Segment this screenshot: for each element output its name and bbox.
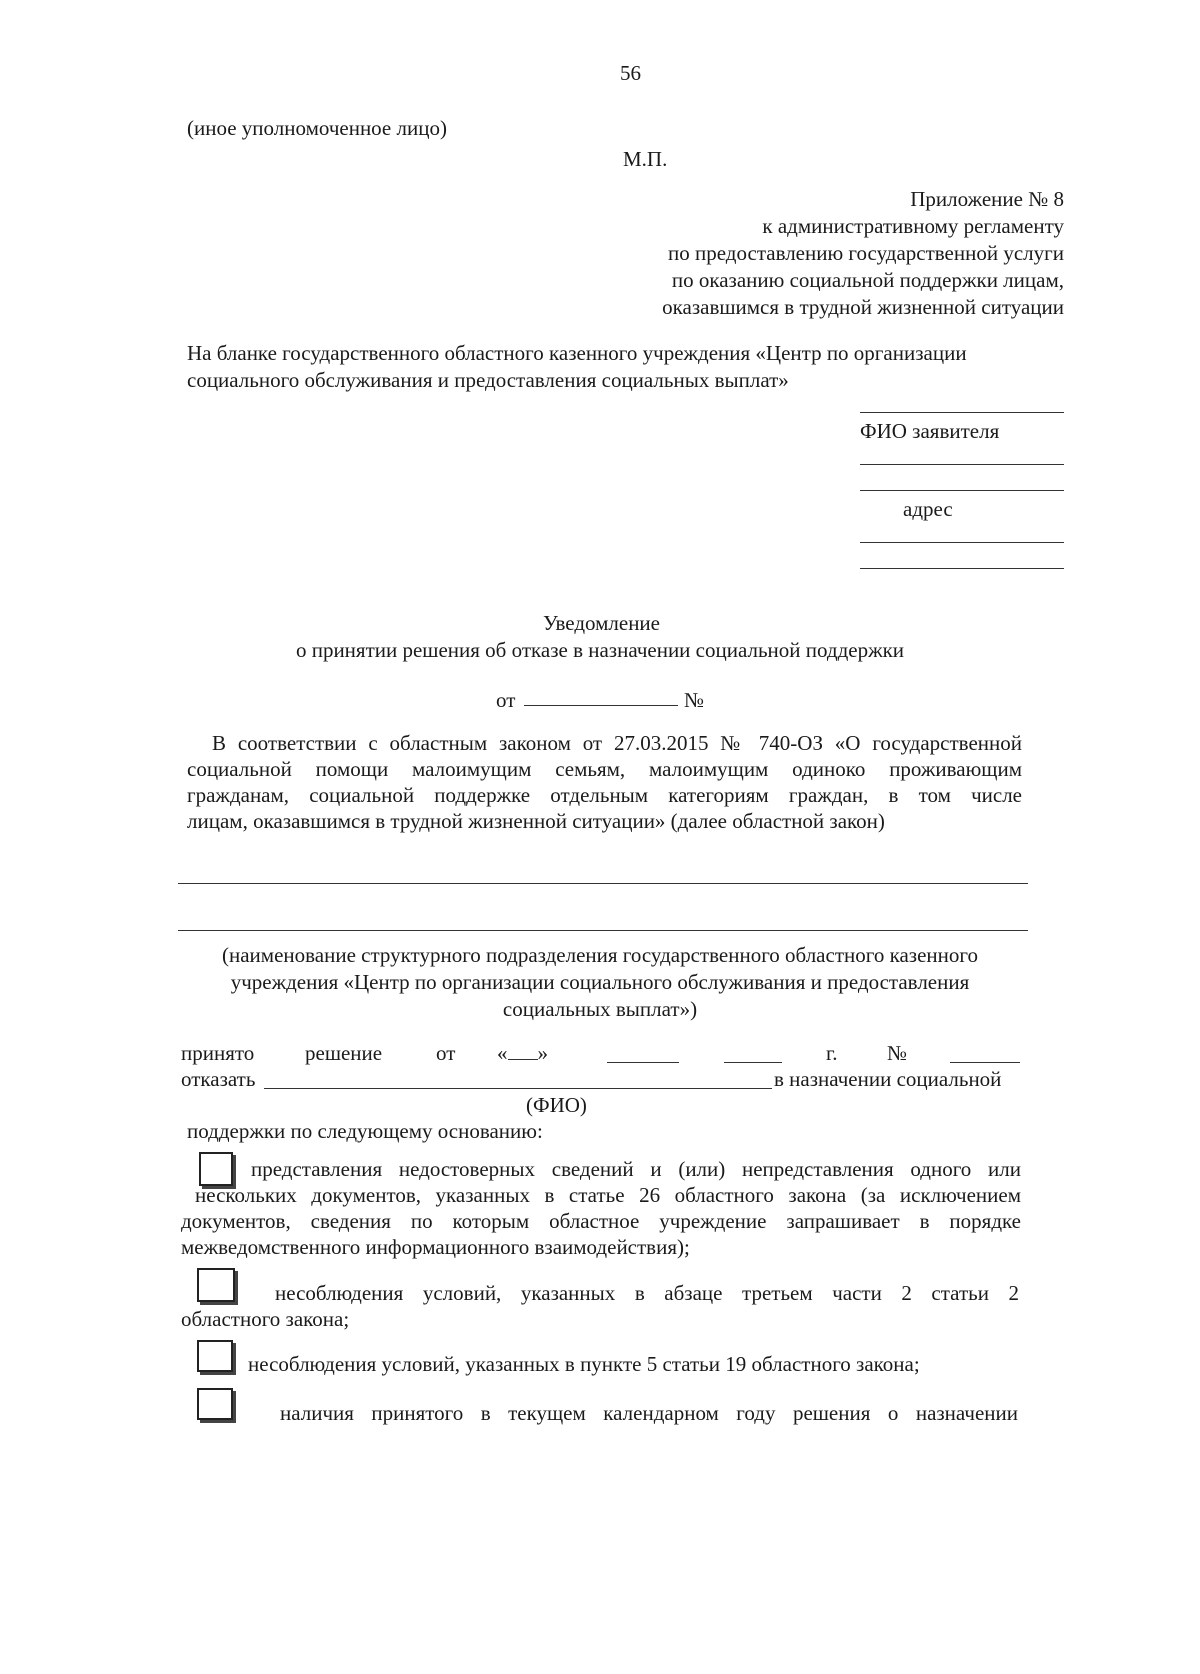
intro-paragraph: [187, 730, 1022, 834]
decision-number-blank-line: [950, 1062, 1020, 1063]
applicant-fio-blank-line: [264, 1088, 772, 1089]
blank-line: [860, 464, 1064, 465]
quote-open: «: [497, 1041, 508, 1065]
stamp-mark: М.П.: [623, 147, 668, 171]
address-label: адрес: [903, 497, 953, 521]
department-blank-line: [178, 930, 1028, 931]
month-blank-line: [607, 1062, 679, 1063]
decision-word: принято: [181, 1041, 255, 1065]
day-blank: [508, 1041, 538, 1060]
reason-line: документов, сведения по которым областное учреждение запрашивает в порядке: [181, 1209, 1021, 1233]
in-assignment-text: в назначении социальной: [774, 1067, 1002, 1091]
fio-label: ФИО заявителя: [860, 419, 1000, 443]
caption-line: социальных выплат»): [502, 997, 698, 1021]
caption-line: (наименование структурного подразделения государственного областного казенного: [222, 943, 978, 967]
decision-number-sign: №: [887, 1041, 908, 1065]
caption-line: учреждения «Центр по организации социального обслуживания и предоставления: [230, 970, 970, 994]
date-from-label: от: [496, 688, 516, 712]
appendix-line: оказавшимся в трудной жизненной ситуации: [662, 295, 1064, 319]
department-blank-line: [178, 883, 1028, 884]
reason-3-checkbox[interactable]: [197, 1340, 233, 1372]
reason-4-checkbox[interactable]: [197, 1388, 233, 1420]
department-caption: [180, 942, 1020, 1023]
signer-note: (иное уполномоченное лицо): [187, 116, 447, 140]
reason-4-text: наличия принятого в текущем календарном году решения о назначении: [280, 1401, 1018, 1425]
reason-3-text: несоблюдения условий, указанных в пункте 5 статьи 19 областного закона;: [248, 1352, 920, 1376]
blank-line: [860, 542, 1064, 543]
decision-word: решение: [305, 1041, 383, 1065]
fio-caption: (ФИО): [526, 1093, 587, 1117]
reason-2-text: [181, 1280, 1019, 1332]
title-line: о принятии решения об отказе в назначении социальной поддержки: [295, 638, 905, 662]
quote-close: »: [537, 1041, 548, 1065]
page-number: 56: [620, 61, 641, 85]
decision-day: [497, 1040, 548, 1067]
reason-line: областного закона;: [181, 1307, 350, 1331]
year-blank-line: [724, 1062, 782, 1063]
reason-line: нескольких документов, указанных в статье 26 областного закона (за исключением: [195, 1183, 1021, 1207]
title-line: Уведомление: [542, 611, 660, 635]
blank-line: [860, 568, 1064, 569]
number-sign: №: [684, 688, 705, 712]
date-blank-line: [524, 705, 678, 706]
decision-word: от: [436, 1041, 456, 1065]
letterhead-line: На бланке государственного областного казенного учреждения «Центр по организации: [187, 341, 967, 365]
appendix-line: к административному регламенту: [762, 214, 1064, 238]
notice-title: [0, 610, 1200, 664]
intro-line: гражданам, социальной поддержке отдельным категориям граждан, в том числе: [187, 783, 1022, 807]
reason-line: несоблюдения условий, указанных в абзаце третьем части 2 статьи 2: [275, 1281, 1019, 1305]
reason-line: представления недостоверных сведений и (или) непредставления одного или: [251, 1157, 1021, 1181]
appendix-line: по оказанию социальной поддержки лицам,: [671, 268, 1064, 292]
appendix-line: по предоставлению государственной услуги: [668, 241, 1064, 265]
address-blank-line: [860, 490, 1064, 491]
intro-line: В соответствии с областным законом от 27.03.2015 № 740-ОЗ «О государственной: [212, 731, 1022, 755]
letterhead-line: социального обслуживания и предоставления социальных выплат»: [187, 368, 789, 392]
intro-line: социальной помощи малоимущим семьям, малоимущим одиноко проживающим: [187, 757, 1022, 781]
reason-1-text: [181, 1156, 1021, 1260]
reason-line: межведомственного информационного взаимодействия);: [181, 1235, 690, 1259]
intro-line: лицам, оказавшимся в трудной жизненной ситуации» (далее областной закон): [187, 809, 885, 833]
decision-word: г.: [826, 1041, 838, 1065]
support-basis-text: поддержки по следующему основанию:: [187, 1119, 543, 1143]
appendix-block: [662, 186, 1064, 321]
fio-blank-line: [860, 412, 1064, 413]
appendix-line: Приложение № 8: [910, 187, 1064, 211]
refuse-word: отказать: [181, 1067, 256, 1091]
letterhead-note: [187, 340, 1067, 394]
